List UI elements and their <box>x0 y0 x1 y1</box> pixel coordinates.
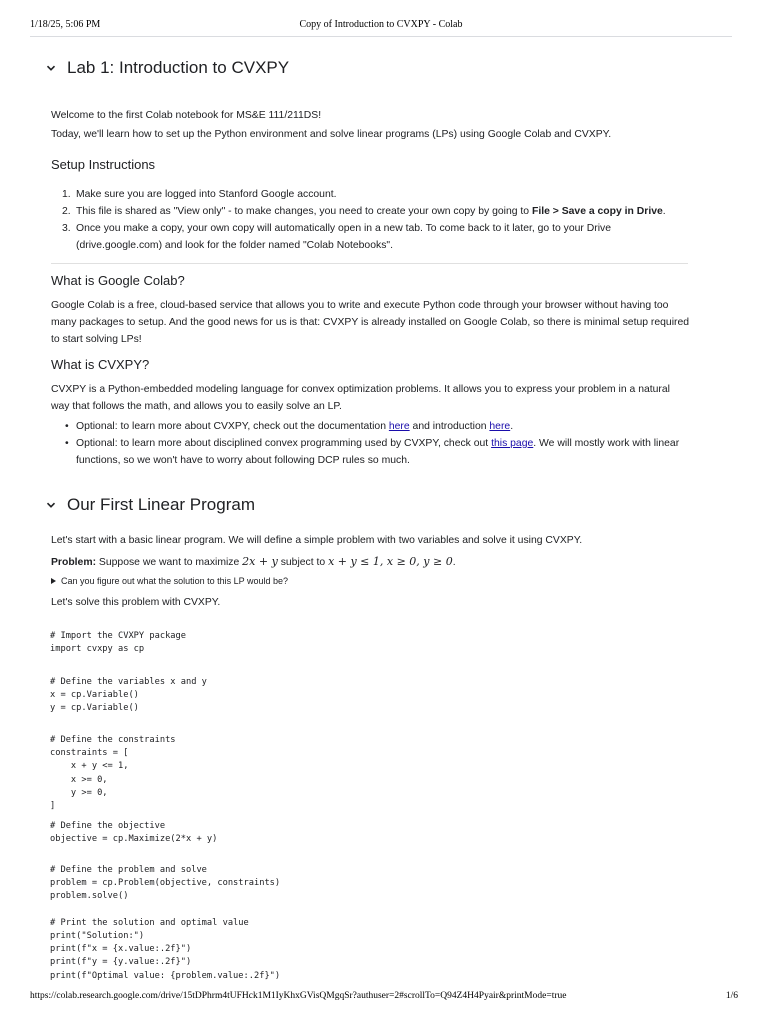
problem-text: . <box>452 557 456 568</box>
list-item-text: . <box>510 421 514 432</box>
list-item-text: and introduction <box>409 421 490 432</box>
intro-text: Today, we'll learn how to set up the Python environment and solve linear programs (LPs) using Google Colab and CVXPY. <box>51 129 612 140</box>
menu-path: File > Save a copy in Drive <box>531 206 663 217</box>
code-cell[interactable]: # Define the problem and solve problem = cp.Problem(objective, constraints) problem.solve() # Print the solution and optimal value print("Solution:") print(f"x = {x.value:.2f}") print(f"y = {y.value:.2f}") print(f"Optimal value: {problem.value:.2f}") <box>50 865 281 981</box>
lp-intro-text: Let's start with a basic linear program. We will define a simple problem with two variables and solve it using CVXPY. <box>51 535 583 546</box>
print-page-title: Copy of Introduction to CVXPY - Colab <box>299 19 463 30</box>
code-cell[interactable]: # Define the variables x and y x = cp.Variable() y = cp.Variable() <box>50 677 207 714</box>
triangle-right-icon[interactable] <box>51 578 56 584</box>
page-number: 1/6 <box>725 991 738 1001</box>
details-summary[interactable]: Can you figure out what the solution to this LP would be? <box>61 576 288 586</box>
header-divider <box>30 36 732 37</box>
cvxpy-intro-link[interactable]: here <box>489 421 511 432</box>
list-item <box>65 418 688 435</box>
list-item-text: Make sure you are logged into Stanford Google account. <box>76 189 337 200</box>
objective-math: 2x + y <box>242 555 278 568</box>
cvxpy-description: CVXPY is a Python-embedded modeling language for convex optimization problems. It allows you to express your problem in a natural way that follows the math, and allows you to easily solve an LP. <box>51 384 670 412</box>
section-header-first-lp[interactable] <box>44 495 255 515</box>
list-number: 3. <box>62 223 71 234</box>
optional-links-list <box>65 418 688 469</box>
bullet-icon: • <box>65 421 69 432</box>
list-item-text: Once you make a copy, your own copy will automatically open in a new tab. To come back to it later, go to your Drive (drive.google.com) and look for the folder named "Colab Notebooks". <box>76 223 611 251</box>
list-item <box>62 186 688 203</box>
problem-text: subject to <box>277 557 329 568</box>
page-url: https://colab.research.google.com/drive/15tDPhrm4tUFHck1M1IyKhxGVisQMgqSr?authuser=2#scrollTo=Q94Z4H4Pyair&printMode=true <box>30 991 567 1001</box>
dcp-page-link[interactable]: this page <box>491 438 534 449</box>
solve-text: Let's solve this problem with CVXPY. <box>51 597 221 608</box>
list-item-text: This file is shared as "View only" - to make changes, you need to create your own copy by going to <box>76 206 532 217</box>
code-cell[interactable]: # Import the CVXPY package import cvxpy as cp <box>50 631 186 655</box>
problem-statement <box>51 553 691 571</box>
setup-heading: Setup Instructions <box>51 157 156 172</box>
list-item <box>62 220 688 254</box>
list-item-text: Optional: to learn more about disciplined convex programming used by CVXPY, check out <box>76 438 492 449</box>
print-datetime: 1/18/25, 5:06 PM <box>30 19 101 30</box>
list-number: 1. <box>62 189 71 200</box>
list-number: 2. <box>62 206 71 217</box>
code-cell[interactable]: # Define the objective objective = cp.Maximize(2*x + y) <box>50 821 218 845</box>
setup-list <box>62 186 688 254</box>
problem-text: Suppose we want to maximize <box>96 557 243 568</box>
list-item-text: . <box>662 206 666 217</box>
list-item <box>62 203 688 220</box>
section-title: Our First Linear Program <box>67 495 255 514</box>
colab-heading: What is Google Colab? <box>51 273 185 288</box>
colab-description: Google Colab is a free, cloud-based service that allows you to write and execute Python code through your browser without having too many packages to setup. And the good news for us is that: CVXPY is already installed on Google Colab, so there is minimal setup required to start solving LPs! <box>51 300 690 345</box>
solution-details-toggle[interactable] <box>51 576 288 586</box>
welcome-text: Welcome to the first Colab notebook for MS&E 111/211DS! <box>51 110 322 121</box>
section-divider <box>51 263 688 264</box>
chevron-down-icon[interactable] <box>44 498 58 512</box>
section-title: Lab 1: Introduction to CVXPY <box>67 58 290 77</box>
constraints-math: x + y ≤ 1, x ≥ 0, y ≥ 0 <box>328 555 453 568</box>
section-header-lab1[interactable] <box>44 58 289 78</box>
list-item-text: . We will mostly work with linear functions, so we won't have to worry about following DCP rules so much. <box>76 438 680 466</box>
cvxpy-heading: What is CVXPY? <box>51 357 150 372</box>
bullet-icon: • <box>65 438 69 449</box>
list-item-text: Optional: to learn more about CVXPY, check out the documentation <box>76 421 389 432</box>
cvxpy-docs-link[interactable]: here <box>388 421 410 432</box>
list-item <box>65 435 688 469</box>
problem-label: Problem: <box>51 557 97 568</box>
code-cell[interactable]: # Define the constraints constraints = [ x + y <= 1, x >= 0, y >= 0, ] <box>50 735 176 812</box>
chevron-down-icon[interactable] <box>44 61 58 75</box>
